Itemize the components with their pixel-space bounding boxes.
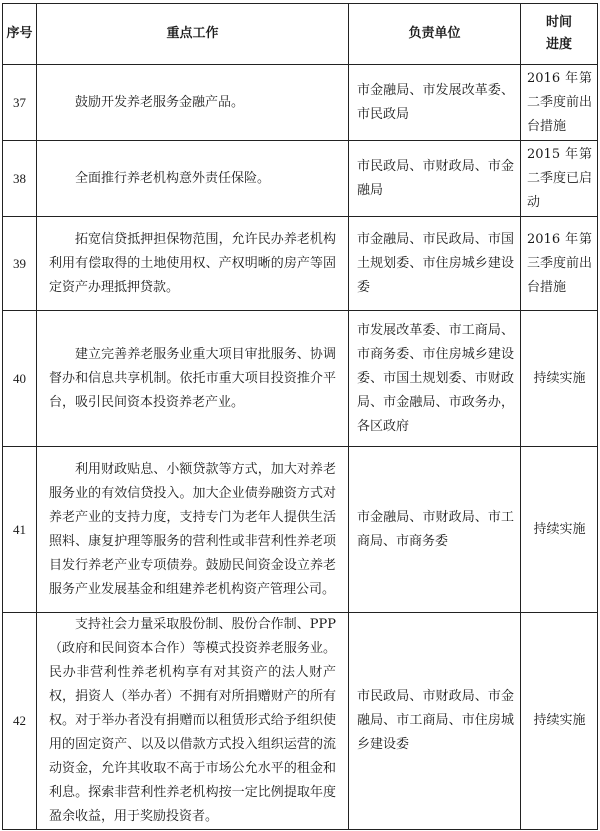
row-work-text: 拓宽信贷抵押担保物范围，允许民办养老机构利用有偿取得的土地使用权、产权明晰的房产等固定资产办理抵押贷款。: [49, 231, 336, 295]
row-progress: 2016 年第二季度前出台措施: [521, 65, 598, 141]
row-no: 41: [3, 447, 37, 613]
row-dept: 市金融局、市财政局、市工商局、市商务委: [349, 447, 521, 613]
row-no: 42: [3, 613, 37, 830]
row-dept: 市民政局、市财政局、市金融局、市工商局、市住房城乡建设委: [349, 613, 521, 830]
row-no: 38: [3, 141, 37, 217]
row-work: [37, 311, 349, 447]
header-no: 序号: [3, 4, 37, 65]
row-progress: 持续实施: [521, 311, 598, 447]
header-progress-line1: 时间: [545, 15, 572, 30]
row-no: 39: [3, 217, 37, 311]
row-work: [37, 217, 349, 311]
header-dept: 负责单位: [349, 4, 521, 65]
row-progress: 持续实施: [521, 613, 598, 830]
table-row: [3, 141, 598, 217]
row-work: [37, 141, 349, 217]
table-row: [3, 311, 598, 447]
table-row: [3, 65, 598, 141]
table-row: [3, 613, 598, 830]
row-dept: 市金融局、市民政局、市国土规划委、市住房城乡建设委: [349, 217, 521, 311]
row-progress: 持续实施: [521, 447, 598, 613]
row-progress: 2015 年第二季度已启动: [521, 141, 598, 217]
row-no: 37: [3, 65, 37, 141]
key-work-table: [2, 3, 598, 830]
row-work-text: 利用财政贴息、小额贷款等方式，加大对养老服务业的有效信贷投入。加大企业债券融资方式对养老产业的支持力度，支持专门为老年人提供生活照料、康复护理等服务的营利性或非营利性养老项目发行养老产业专项债券。鼓励民间资金设立养老服务产业发展基金和组建养老机构资产管理公司。: [49, 461, 336, 597]
header-progress: [521, 4, 598, 65]
table-row: [3, 447, 598, 613]
row-work: [37, 613, 349, 830]
row-work: [37, 447, 349, 613]
table-header-row: [3, 4, 598, 65]
row-work-text: 鼓励开发养老服务金融产品。: [75, 94, 245, 110]
header-work: 重点工作: [37, 4, 349, 65]
row-dept: 市发展改革委、市工商局、市商务委、市住房城乡建设委、市国土规划委、市财政局、市金融局、市政务办，各区政府: [349, 311, 521, 447]
row-work-text: 全面推行养老机构意外责任保险。: [75, 170, 271, 186]
row-no: 40: [3, 311, 37, 447]
row-work: [37, 65, 349, 141]
row-dept: 市民政局、市财政局、市金融局: [349, 141, 521, 217]
header-progress-line2: 进度: [545, 37, 572, 52]
row-work-text: 支持社会力量采取股份制、股份合作制、PPP（政府和民间资本合作）等模式投资养老服务业。民办非营利性养老机构享有对其资产的法人财产权，捐资人（举办者）不拥有对所捐赠财产的所有权。对于举办者没有捐赠而以租赁形式给予组织使用的固定资产、以及以借款方式投入组织运营的流动资金，允许其收取不高于市场公允水平的租金和利息。探索非营利性养老机构按一定比例提取年度盈余收益，用于奖励投资者。: [49, 617, 336, 824]
table-row: [3, 217, 598, 311]
row-progress: 2016 年第三季度前出台措施: [521, 217, 598, 311]
row-dept: 市金融局、市发展改革委、市民政局: [349, 65, 521, 141]
row-work-text: 建立完善养老服务业重大项目审批服务、协调督办和信息共享机制。依托市重大项目投资推介平台，吸引民间资本投资养老产业。: [49, 346, 336, 410]
